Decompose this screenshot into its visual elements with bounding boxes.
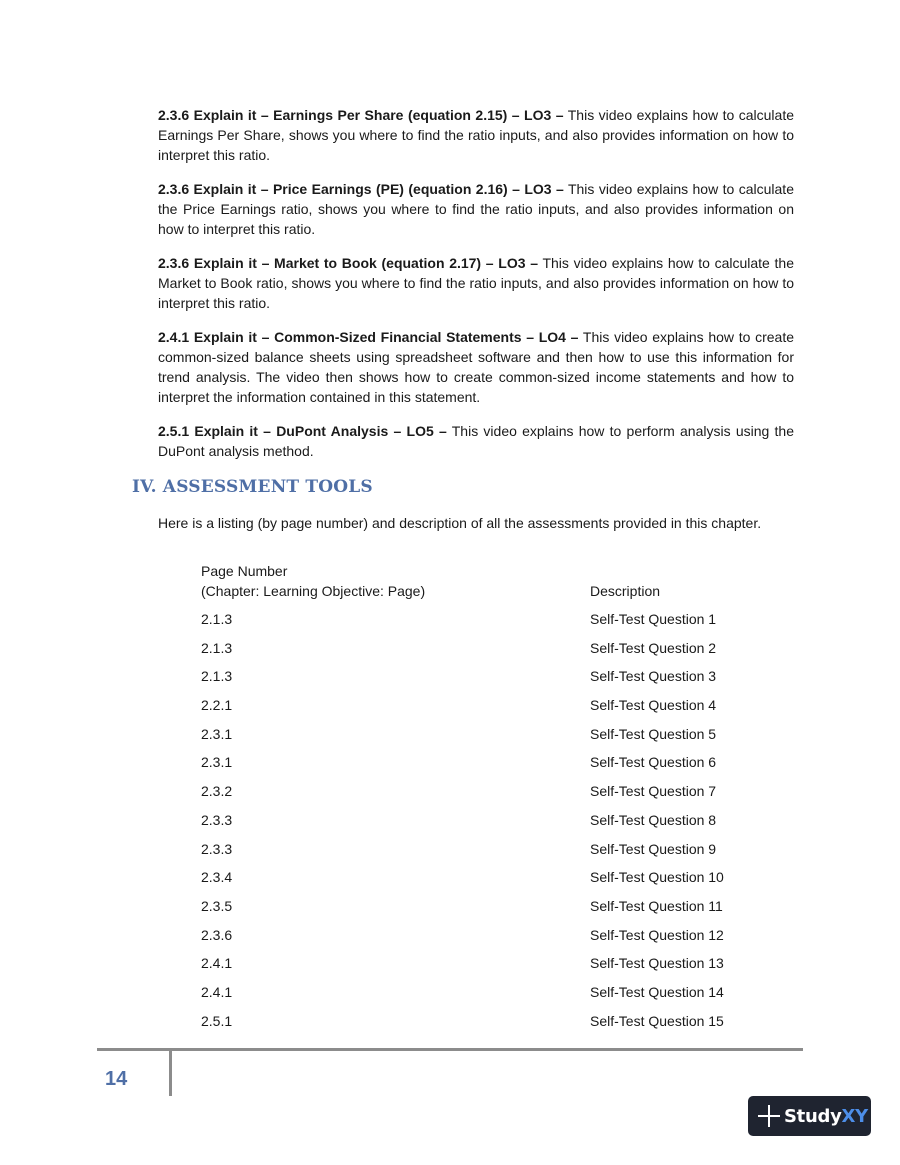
- cell-description: Self-Test Question 3: [590, 668, 717, 685]
- plus-icon: [758, 1105, 780, 1127]
- cell-page-number: 2.1.3: [201, 639, 233, 656]
- table-row: [201, 724, 761, 753]
- table-row: [201, 1011, 761, 1040]
- paragraph-title: 2.3.6 Explain it – Market to Book (equation 2.17) – LO3 –: [158, 255, 538, 271]
- table-row: [201, 982, 761, 1011]
- paragraph-body: This video explains how to calculate the Market to Book ratio, shows you where to find the ratio inputs, and also provides information on how to interpret this ratio.: [158, 255, 794, 311]
- cell-description: Self-Test Question 6: [590, 754, 717, 771]
- cell-description: Self-Test Question 9: [590, 840, 717, 857]
- cell-page-number: 2.1.3: [201, 668, 233, 685]
- table-row: [201, 925, 761, 954]
- brand-logo: [784, 1106, 868, 1127]
- section-heading: IV. ASSESSMENT TOOLS: [132, 477, 373, 497]
- cell-page-number: 2.1.3: [201, 611, 233, 627]
- paragraph-title: 2.5.1 Explain it – DuPont Analysis – LO5 –: [158, 423, 447, 439]
- table-row: [201, 953, 761, 982]
- paragraph-title: 2.3.6 Explain it – Earnings Per Share (equation 2.15) – LO3 –: [158, 107, 564, 123]
- cell-description: Self-Test Question 13: [590, 955, 724, 972]
- cell-page-number: 2.3.2: [201, 783, 233, 800]
- page-number: 14: [105, 1068, 128, 1090]
- cell-page-number: 2.3.4: [201, 869, 233, 886]
- cell-page-number: 2.3.6: [201, 926, 233, 943]
- paragraph-title: 2.4.1 Explain it – Common-Sized Financial Statements – LO4 –: [158, 329, 579, 345]
- paragraph-eps: [158, 105, 794, 165]
- video-descriptions: [158, 105, 794, 475]
- header-page-number: [201, 561, 425, 601]
- cell-page-number: 2.2.1: [201, 697, 233, 714]
- header-page-line1: Page Number: [201, 563, 288, 579]
- cell-description: Self-Test Question 10: [590, 869, 724, 886]
- table-row: [201, 867, 761, 896]
- header-page-line2: (Chapter: Learning Objective: Page): [201, 583, 426, 599]
- cell-description: Self-Test Question 8: [590, 811, 717, 828]
- paragraph-title: 2.3.6 Explain it – Price Earnings (PE) (equation 2.16) – LO3 –: [158, 181, 564, 197]
- paragraph-body: This video explains how to calculate Earnings Per Share, shows you where to find the ratio inputs, and also provides information on how to interpret this ratio.: [158, 107, 794, 163]
- cell-page-number: 2.3.3: [201, 811, 233, 828]
- cell-description: Self-Test Question 7: [590, 783, 717, 800]
- brand-main: Study: [784, 1105, 842, 1127]
- table-header: [201, 561, 761, 605]
- cell-description: Self-Test Question 11: [590, 897, 723, 914]
- header-description: Description: [590, 583, 661, 599]
- cell-description: Self-Test Question 12: [590, 926, 724, 943]
- table-row: [201, 752, 761, 781]
- table-row: [201, 666, 761, 695]
- cell-description: Self-Test Question 14: [590, 983, 724, 1000]
- cell-description: Self-Test Question 2: [590, 639, 717, 656]
- footer-vertical-divider: [169, 1050, 172, 1096]
- table-row: [201, 695, 761, 724]
- paragraph-common-sized: [158, 327, 794, 407]
- assessment-table: [201, 561, 761, 1029]
- cell-description: Self-Test Question 5: [590, 725, 717, 742]
- table-body: [201, 609, 761, 1039]
- paragraph-body: This video explains how to perform analysis using the DuPont analysis method.: [158, 423, 794, 459]
- table-row: [201, 896, 761, 925]
- cell-page-number: 2.3.1: [201, 754, 233, 771]
- table-row: [201, 609, 761, 638]
- cell-page-number: 2.4.1: [201, 983, 233, 1000]
- studyxy-badge[interactable]: [748, 1096, 871, 1136]
- table-row: [201, 781, 761, 810]
- section-intro: Here is a listing (by page number) and description of all the assessments provided in this chapter.: [158, 515, 762, 531]
- paragraph-body: This video explains how to create common-sized balance sheets using spreadsheet software and then how to use this information for trend analysis. The video then shows how to create common-sized income statements and how to interpret the information contained in this statement.: [158, 329, 794, 405]
- paragraph-dupont: [158, 421, 794, 461]
- cell-page-number: 2.3.3: [201, 840, 233, 857]
- cell-description: Self-Test Question 1: [590, 611, 717, 627]
- brand-accent: XY: [841, 1105, 868, 1127]
- paragraph-market-to-book: [158, 253, 794, 313]
- cell-page-number: 2.3.5: [201, 897, 233, 914]
- cell-page-number: 2.3.1: [201, 725, 233, 742]
- cell-description: Self-Test Question 15: [590, 1012, 724, 1029]
- table-row: [201, 839, 761, 868]
- cell-description: Self-Test Question 4: [590, 697, 717, 714]
- table-row: [201, 810, 761, 839]
- footer-divider: [97, 1048, 803, 1051]
- paragraph-body: This video explains how to calculate the Price Earnings ratio, shows you where to find the ratio inputs, and also provides information on how to interpret this ratio.: [158, 181, 794, 237]
- table-row: [201, 638, 761, 667]
- paragraph-pe: [158, 179, 794, 239]
- cell-page-number: 2.4.1: [201, 955, 233, 972]
- cell-page-number: 2.5.1: [201, 1012, 233, 1029]
